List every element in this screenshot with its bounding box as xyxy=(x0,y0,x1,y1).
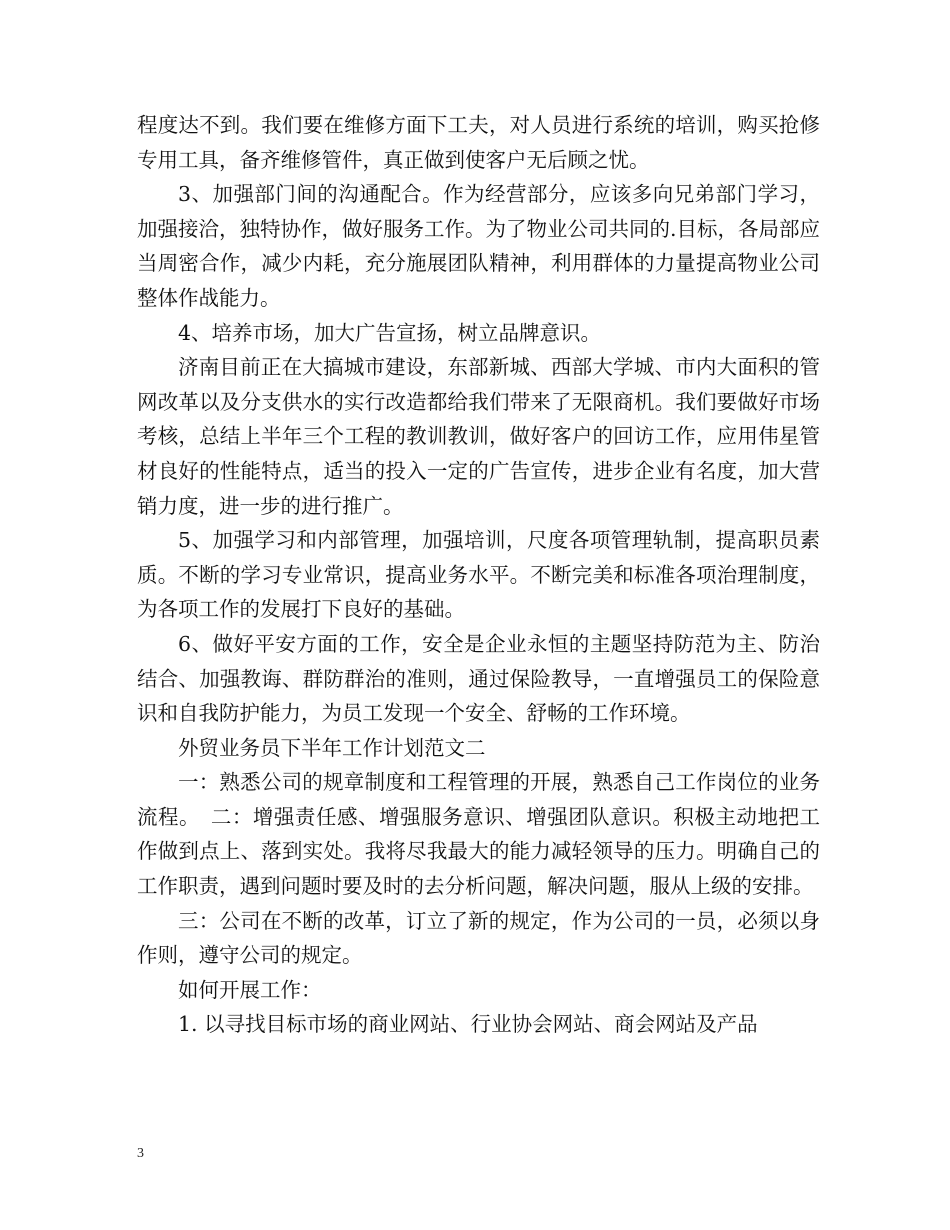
page-number: 3 xyxy=(137,1146,144,1161)
paragraph-10: 1. 以寻找目标市场的商业网站、行业协会网站、商会网站及产品 xyxy=(178,1012,758,1037)
paragraph-1: 程度达不到。我们要在维修方面下工夫，对人员进行系统的培训，购买抢修专用工具，备齐维修管件，真正做到使客户无后顾之忧。 xyxy=(137,113,820,172)
paragraph-8: 三：公司在不断的改革，订立了新的规定，作为公司的一员，必须以身作则，遵守公司的规定。 xyxy=(137,908,820,968)
document-body xyxy=(137,108,820,1042)
paragraph-4: 济南目前正在大搞城市建设，东部新城、西部大学城、市内大面积的管网改革以及分支供水的实行改造都给我们带来了无限商机。我们要做好市场考核，总结上半年三个工程的教训教训，做好客户的回访工作，应用伟星管材良好的性能特点，适当的投入一定的广告宣传，进步企业有名度，加大营销力度，进一步的进行推广。 xyxy=(137,355,820,518)
paragraph-6: 6、做好平安方面的工作，安全是企业永恒的主题坚持防范为主、防治结合、加强教诲、群防群治的准则，通过保险教导，一直增强员工的保险意识和自我防护能力，为员工发现一个安全、舒畅的工作环境。 xyxy=(137,631,820,726)
paragraph-9: 如何开展工作： xyxy=(178,977,322,1002)
paragraph-2: 3、加强部门间的沟通配合。作为经营部分，应该多向兄弟部门学习，加强接洽，独特协作，做好服务工作。为了物业公司共同的.目标，各局部应当周密合作，减少内耗，充分施展团队精神，利用群体的力量提高物业公司整体作战能力。 xyxy=(137,182,821,310)
paragraph-5: 5、加强学习和内部管理，加强培训，尺度各项管理轨制，提高职员素质。不断的学习专业常识，提高业务水平。不断完美和标准各项治理制度，为各项工作的发展打下良好的基础。 xyxy=(137,528,820,622)
paragraph-7: 一：熟悉公司的规章制度和工程管理的开展，熟悉自己工作岗位的业务流程。 二：增强责任感、增强服务意识、增强团队意识。积极主动地把工作做到点上、落到实处。我将尽我最大的能力减轻领导的压力。明确自己的工作职责，遇到问题时要及时的去分析问题，解决问题，服从上级的安排。 xyxy=(137,770,820,899)
section-heading: 外贸业务员下半年工作计划范文二 xyxy=(178,735,486,760)
paragraph-3: 4、培养市场，加大广告宣扬，树立品牌意识。 xyxy=(178,320,602,345)
